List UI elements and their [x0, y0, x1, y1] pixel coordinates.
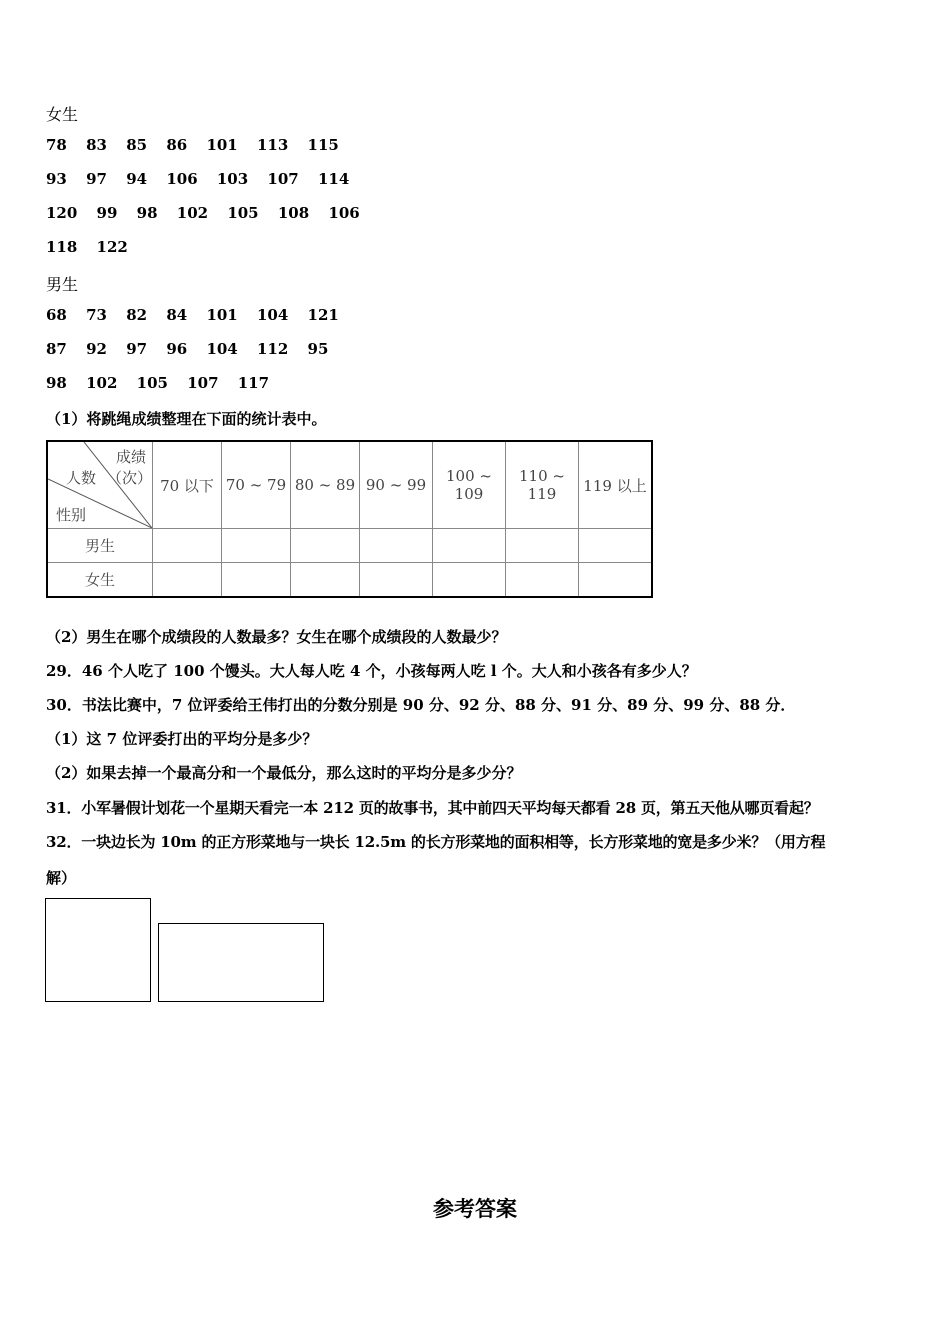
score: 97: [86, 170, 107, 188]
blank-cell[interactable]: [360, 563, 433, 598]
column-header: 80 ~ 89: [291, 441, 360, 529]
question-30-part-1: （1）这 7 位评委打出的平均分是多少？: [46, 730, 318, 748]
score: 93: [46, 170, 67, 188]
question-28-part-1: （1）将跳绳成绩整理在下面的统计表中。: [46, 410, 327, 428]
score: 107: [267, 170, 299, 188]
score: 105: [227, 204, 259, 222]
score: 117: [237, 374, 270, 392]
girls-row-1: [46, 136, 353, 154]
answer-section-title: 参考答案: [433, 1196, 517, 1221]
boys-row-3: [46, 374, 283, 392]
score: 118: [46, 238, 78, 256]
score: 99: [96, 204, 118, 222]
blank-cell[interactable]: [360, 529, 433, 563]
score: 78: [46, 136, 67, 154]
score: 96: [166, 340, 188, 358]
score: 106: [328, 204, 360, 222]
column-header: 110 ~ 119: [506, 441, 579, 529]
question-32-line-2: 解）: [46, 869, 77, 887]
question-29: 29．46 个人吃了 100 个馒头。大人每人吃 4 个，小孩每两人吃 l 个。大人和小孩各有多少人？: [46, 662, 697, 680]
corner-gender-label: 性别: [56, 506, 87, 524]
score: 102: [86, 374, 118, 392]
score-table: [46, 440, 653, 598]
score: 95: [307, 340, 329, 358]
blank-cell[interactable]: [506, 563, 579, 598]
score: 115: [307, 136, 339, 154]
score: 82: [126, 306, 148, 324]
question-28-part-2: （2）男生在哪个成绩段的人数最多？女生在哪个成绩段的人数最少？: [46, 628, 507, 646]
square-plot: [45, 898, 151, 1002]
question-30-part-2: （2）如果去掉一个最高分和一个最低分，那么这时的平均分是多少分？: [46, 764, 522, 782]
girls-row-3: [46, 204, 374, 222]
blank-cell[interactable]: [291, 563, 360, 598]
score: 114: [317, 170, 350, 188]
row-header-boys: 男生: [47, 529, 153, 563]
score: 84: [166, 306, 188, 324]
score: 103: [216, 170, 249, 188]
blank-cell[interactable]: [579, 563, 653, 598]
blank-cell[interactable]: [222, 563, 291, 598]
column-header: 100 ~ 109: [433, 441, 506, 529]
score: 101: [206, 306, 238, 324]
corner-unit-label: （次）: [106, 469, 152, 487]
score: 68: [46, 306, 67, 324]
score: 92: [86, 340, 107, 358]
corner-score-label: 成绩: [115, 448, 146, 466]
blank-cell[interactable]: [433, 563, 506, 598]
score: 83: [86, 136, 107, 154]
blank-cell[interactable]: [153, 529, 222, 563]
score: 98: [46, 374, 67, 392]
boys-row-2: [46, 340, 342, 358]
score: 104: [206, 340, 238, 358]
column-header: 70 ~ 79: [222, 441, 291, 529]
blank-cell[interactable]: [506, 529, 579, 563]
score: 112: [256, 340, 289, 358]
blank-cell[interactable]: [579, 529, 653, 563]
score: 97: [126, 340, 148, 358]
score: 120: [46, 204, 78, 222]
column-header: 119 以上: [579, 441, 653, 529]
score: 113: [256, 136, 289, 154]
score: 102: [176, 204, 209, 222]
blank-cell[interactable]: [433, 529, 506, 563]
question-32-line-1: 32．一块边长为 10m 的正方形菜地与一块长 12.5m 的长方形菜地的面积相等，长方形菜地的宽是多少米？（用方程: [46, 833, 826, 851]
blank-cell[interactable]: [153, 563, 222, 598]
corner-header-cell: [47, 441, 153, 529]
column-header: 70 以下: [153, 441, 222, 529]
score: 101: [206, 136, 238, 154]
question-31: 31．小军暑假计划花一个星期天看完一本 212 页的故事书，其中前四天平均每天都看 28 页，第五天他从哪页看起？: [46, 799, 819, 817]
girls-row-2: [46, 170, 363, 188]
score: 107: [187, 374, 219, 392]
row-header-girls: 女生: [47, 563, 153, 598]
score: 122: [96, 238, 128, 256]
score: 98: [136, 204, 158, 222]
girls-label: 女生: [46, 105, 79, 124]
blank-cell[interactable]: [222, 529, 291, 563]
rectangle-plot: [158, 923, 324, 1002]
score: 73: [86, 306, 107, 324]
question-30: 30．书法比赛中，7 位评委给王伟打出的分数分别是 90 分、92 分、88 分、91 分、89 分、99 分、88 分．: [46, 696, 796, 714]
boys-label: 男生: [46, 275, 79, 294]
column-header: 90 ~ 99: [360, 441, 433, 529]
score: 105: [136, 374, 168, 392]
score: 87: [46, 340, 67, 358]
girls-row-4: [46, 238, 142, 256]
score: 108: [277, 204, 310, 222]
boys-row-1: [46, 306, 353, 324]
blank-cell[interactable]: [291, 529, 360, 563]
score: 85: [126, 136, 148, 154]
score: 121: [307, 306, 339, 324]
score: 94: [126, 170, 148, 188]
score: 106: [166, 170, 198, 188]
corner-count-label: 人数: [66, 469, 97, 487]
score: 104: [256, 306, 289, 324]
score: 86: [166, 136, 188, 154]
